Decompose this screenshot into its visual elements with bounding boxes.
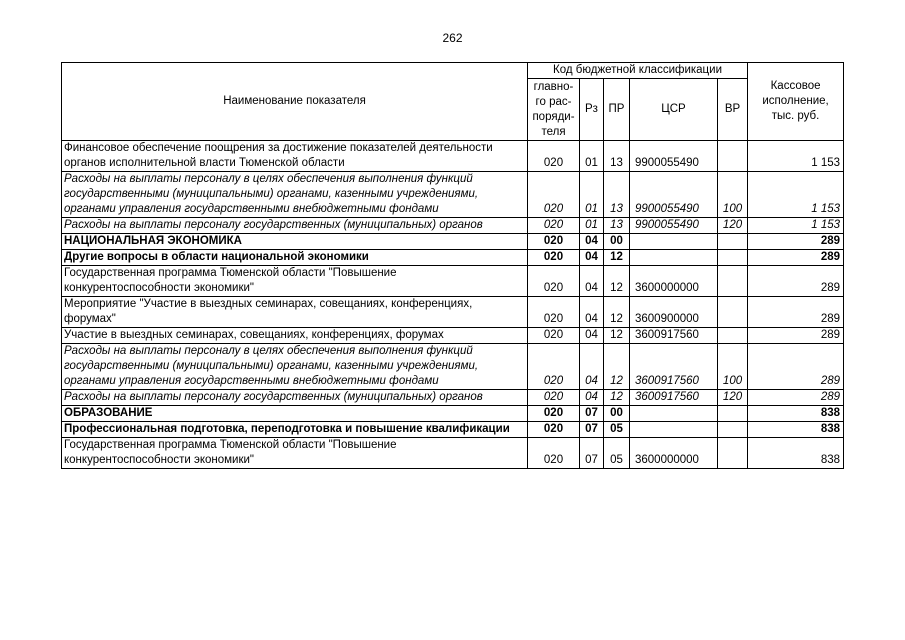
row-csr: 3600900000 bbox=[630, 297, 718, 328]
row-glav: 020 bbox=[528, 172, 580, 218]
row-vr: 100 bbox=[718, 172, 748, 218]
row-vr bbox=[718, 297, 748, 328]
table-header bbox=[62, 63, 844, 141]
row-csr: 3600000000 bbox=[630, 266, 718, 297]
row-rz: 04 bbox=[580, 297, 604, 328]
row-glav: 020 bbox=[528, 344, 580, 390]
table-row bbox=[62, 218, 844, 234]
table-row bbox=[62, 390, 844, 406]
header-vr: ВР bbox=[718, 79, 748, 141]
row-pr: 13 bbox=[604, 172, 630, 218]
row-vr bbox=[718, 328, 748, 344]
row-glav: 020 bbox=[528, 438, 580, 469]
header-glav: главно- го рас- поряди- теля bbox=[528, 79, 580, 141]
row-name: Профессиональная подготовка, переподготовка и повышение квалификации bbox=[62, 422, 528, 438]
row-pr: 12 bbox=[604, 344, 630, 390]
budget-table bbox=[61, 62, 844, 469]
header-code-group: Код бюджетной классификации bbox=[528, 63, 748, 79]
row-csr bbox=[630, 406, 718, 422]
row-rz: 04 bbox=[580, 390, 604, 406]
row-vr bbox=[718, 406, 748, 422]
row-name: ОБРАЗОВАНИЕ bbox=[62, 406, 528, 422]
row-vr bbox=[718, 422, 748, 438]
row-rz: 04 bbox=[580, 344, 604, 390]
table-row bbox=[62, 344, 844, 390]
row-rz: 07 bbox=[580, 406, 604, 422]
page-number: 262 bbox=[442, 31, 463, 45]
row-vr bbox=[718, 141, 748, 172]
row-name: Государственная программа Тюменской области "Повышение конкурентоспособности экономики" bbox=[62, 438, 528, 469]
row-amount: 1 153 bbox=[748, 218, 844, 234]
row-pr: 12 bbox=[604, 250, 630, 266]
row-rz: 04 bbox=[580, 328, 604, 344]
header-pr: ПР bbox=[604, 79, 630, 141]
row-name: Другие вопросы в области национальной экономики bbox=[62, 250, 528, 266]
header-amount: Кассовое исполнение, тыс. руб. bbox=[748, 63, 844, 141]
row-name: Расходы на выплаты персоналу в целях обеспечения выполнения функций государственными (муниципальными) органами, казенными учреждениями, органами управления государственными внебюджетными фондами bbox=[62, 344, 528, 390]
row-vr bbox=[718, 250, 748, 266]
row-amount: 289 bbox=[748, 266, 844, 297]
row-pr: 00 bbox=[604, 234, 630, 250]
row-amount: 1 153 bbox=[748, 141, 844, 172]
table-row bbox=[62, 438, 844, 469]
row-amount: 838 bbox=[748, 422, 844, 438]
row-name: Расходы на выплаты персоналу в целях обеспечения выполнения функций государственными (муниципальными) органами, казенными учреждениями, органами управления государственными внебюджетными фондами bbox=[62, 172, 528, 218]
row-pr: 12 bbox=[604, 266, 630, 297]
table-row bbox=[62, 422, 844, 438]
row-vr bbox=[718, 234, 748, 250]
row-glav: 020 bbox=[528, 406, 580, 422]
row-glav: 020 bbox=[528, 266, 580, 297]
row-pr: 13 bbox=[604, 218, 630, 234]
row-vr: 100 bbox=[718, 344, 748, 390]
row-glav: 020 bbox=[528, 297, 580, 328]
row-pr: 05 bbox=[604, 422, 630, 438]
table-row bbox=[62, 266, 844, 297]
row-glav: 020 bbox=[528, 422, 580, 438]
table-body bbox=[62, 141, 844, 469]
row-rz: 01 bbox=[580, 218, 604, 234]
row-amount: 838 bbox=[748, 438, 844, 469]
row-glav: 020 bbox=[528, 234, 580, 250]
row-csr: 3600000000 bbox=[630, 438, 718, 469]
row-pr: 05 bbox=[604, 438, 630, 469]
row-name: Участие в выездных семинарах, совещаниях, конференциях, форумах bbox=[62, 328, 528, 344]
row-amount: 289 bbox=[748, 344, 844, 390]
row-vr: 120 bbox=[718, 390, 748, 406]
row-rz: 04 bbox=[580, 250, 604, 266]
row-name: Расходы на выплаты персоналу государственных (муниципальных) органов bbox=[62, 390, 528, 406]
row-pr: 13 bbox=[604, 141, 630, 172]
row-rz: 01 bbox=[580, 141, 604, 172]
row-pr: 12 bbox=[604, 390, 630, 406]
row-amount: 838 bbox=[748, 406, 844, 422]
row-csr: 9900055490 bbox=[630, 218, 718, 234]
table-row bbox=[62, 172, 844, 218]
row-vr bbox=[718, 266, 748, 297]
row-pr: 00 bbox=[604, 406, 630, 422]
row-amount: 289 bbox=[748, 328, 844, 344]
row-csr: 9900055490 bbox=[630, 172, 718, 218]
header-csr: ЦСР bbox=[630, 79, 718, 141]
row-glav: 020 bbox=[528, 141, 580, 172]
row-name: Финансовое обеспечение поощрения за достижение показателей деятельности органов исполнительной власти Тюменской области bbox=[62, 141, 528, 172]
table-row bbox=[62, 328, 844, 344]
row-rz: 07 bbox=[580, 438, 604, 469]
row-rz: 07 bbox=[580, 422, 604, 438]
row-csr: 3600917560 bbox=[630, 344, 718, 390]
row-name: Государственная программа Тюменской области "Повышение конкурентоспособности экономики" bbox=[62, 266, 528, 297]
table-row bbox=[62, 250, 844, 266]
row-vr bbox=[718, 438, 748, 469]
row-name: Расходы на выплаты персоналу государственных (муниципальных) органов bbox=[62, 218, 528, 234]
row-name: Мероприятие "Участие в выездных семинарах, совещаниях, конференциях, форумах" bbox=[62, 297, 528, 328]
row-csr bbox=[630, 422, 718, 438]
row-amount: 289 bbox=[748, 390, 844, 406]
header-name: Наименование показателя bbox=[62, 63, 528, 141]
row-glav: 020 bbox=[528, 250, 580, 266]
row-rz: 04 bbox=[580, 234, 604, 250]
row-vr: 120 bbox=[718, 218, 748, 234]
row-pr: 12 bbox=[604, 328, 630, 344]
row-amount: 1 153 bbox=[748, 172, 844, 218]
table-row bbox=[62, 406, 844, 422]
row-pr: 12 bbox=[604, 297, 630, 328]
row-csr: 3600917560 bbox=[630, 390, 718, 406]
row-glav: 020 bbox=[528, 218, 580, 234]
row-csr: 3600917560 bbox=[630, 328, 718, 344]
table-row bbox=[62, 234, 844, 250]
row-csr bbox=[630, 234, 718, 250]
row-amount: 289 bbox=[748, 250, 844, 266]
row-rz: 01 bbox=[580, 172, 604, 218]
row-glav: 020 bbox=[528, 390, 580, 406]
row-csr: 9900055490 bbox=[630, 141, 718, 172]
row-rz: 04 bbox=[580, 266, 604, 297]
row-amount: 289 bbox=[748, 297, 844, 328]
row-glav: 020 bbox=[528, 328, 580, 344]
table-row bbox=[62, 141, 844, 172]
row-amount: 289 bbox=[748, 234, 844, 250]
row-csr bbox=[630, 250, 718, 266]
header-rz: Рз bbox=[580, 79, 604, 141]
row-name: НАЦИОНАЛЬНАЯ ЭКОНОМИКА bbox=[62, 234, 528, 250]
table-row bbox=[62, 297, 844, 328]
